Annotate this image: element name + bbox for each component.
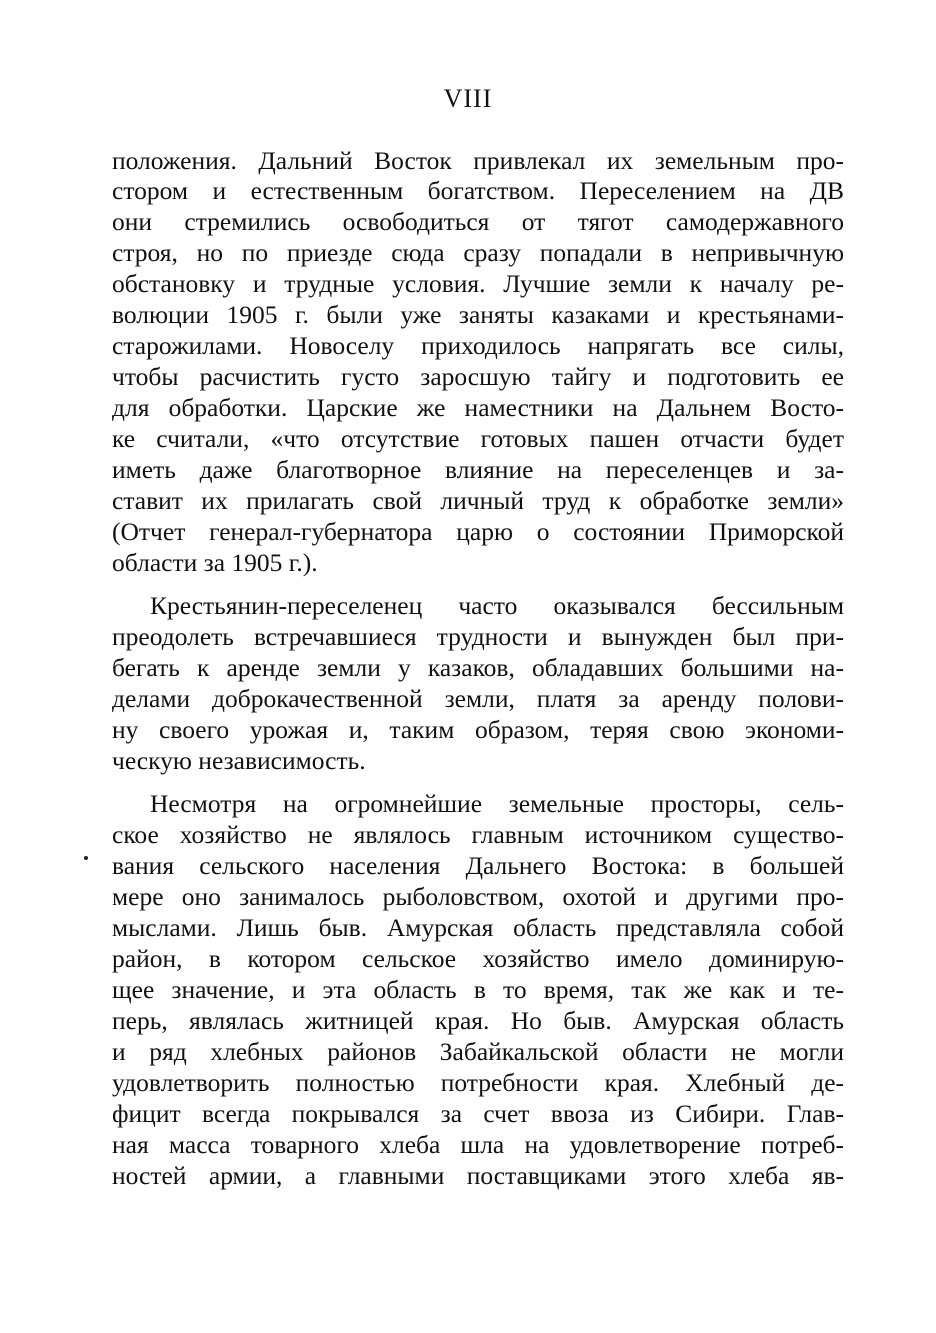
text-line: щее значение, и эта область в то время, так же как и те-	[112, 975, 844, 1004]
text-line: иметь даже благотворное влияние на переселенцев и за-	[112, 455, 844, 484]
text-line: ческую независимость.	[112, 746, 366, 775]
text-line: Крестьянин-переселенец часто оказывался бессильным	[150, 591, 844, 620]
text-line: перь, являлась житницей края. Но быв. Амурская область	[112, 1006, 844, 1035]
text-line: (Отчет генерал-губернатора царю о состоянии Приморской	[112, 517, 844, 546]
text-line: волюции 1905 г. были уже заняты казаками и крестьянами-	[112, 300, 844, 329]
text-line: ское хозяйство не являлось главным источником существо-	[112, 820, 844, 849]
margin-dot	[84, 856, 88, 860]
text-line: фицит всегда покрывался за счет ввоза из Сибири. Глав-	[112, 1099, 844, 1128]
page-number: VIII	[443, 84, 493, 113]
text-line: удовлетворить полностью потребности края. Хлебный де-	[112, 1068, 844, 1097]
text-line: для обработки. Царские же наместники на Дальнем Восто-	[112, 393, 844, 422]
text-line: мере оно занималось рыболовством, охотой и другими про-	[112, 882, 844, 911]
text-line: вания сельского населения Дальнего Востока: в большей	[112, 851, 844, 880]
text-line: бегать к аренде земли у казаков, обладавших большими на-	[112, 653, 844, 682]
text-line: ставит их прилагать свой личный труд к обработке земли»	[112, 486, 844, 515]
text-line: обстановку и трудные условия. Лучшие земли к началу ре-	[112, 269, 844, 298]
text-line: делами доброкачественной земли, платя за аренду полови-	[112, 684, 844, 713]
text-line: Несмотря на огромнейшие земельные просторы, сель-	[150, 789, 844, 818]
text-line: ная масса товарного хлеба шла на удовлетворение потреб-	[112, 1130, 844, 1159]
text-line: строя, но по приезде сюда сразу попадали в непривычную	[112, 238, 844, 267]
text-line: старожилами. Новоселу приходилось напрягать все силы,	[112, 331, 844, 360]
text-line: области за 1905 г.).	[112, 548, 318, 577]
text-line: чтобы расчистить густо заросшую тайгу и подготовить ее	[112, 362, 844, 391]
text-line: район, в котором сельское хозяйство имело доминирую-	[112, 944, 844, 973]
text-line: преодолеть встречавшиеся трудности и вынужден был при-	[112, 622, 844, 651]
text-line: ке считали, «что отсутствие готовых пашен отчасти будет	[112, 424, 844, 453]
text-line: ностей армии, а главными поставщиками этого хлеба яв-	[112, 1161, 844, 1190]
text-line: ну своего урожая и, таким образом, теряя свою экономи-	[112, 715, 844, 744]
text-line: и ряд хлебных районов Забайкальской области не могли	[112, 1037, 844, 1066]
text-line: положения. Дальний Восток привлекал их земельным про-	[112, 146, 844, 175]
text-line: мыслами. Лишь быв. Амурская область представляла собой	[112, 913, 844, 942]
text-line: они стремились освободиться от тягот самодержавного	[112, 207, 844, 236]
text-line: стором и естественным богатством. Переселением на ДВ	[112, 176, 844, 205]
